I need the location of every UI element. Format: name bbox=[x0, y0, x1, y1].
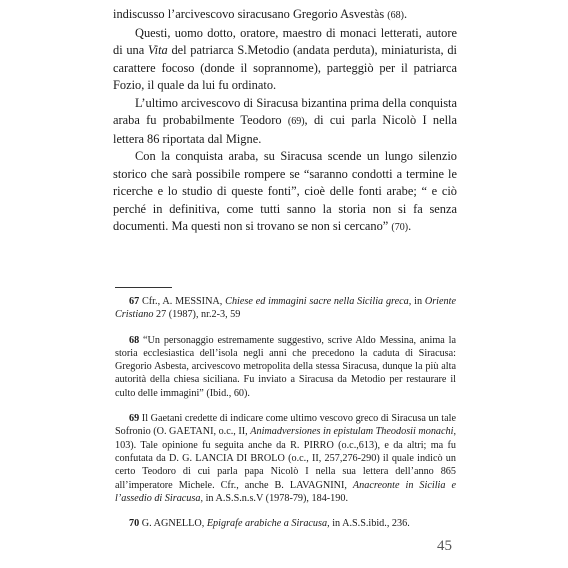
paragraph-text: Questi, uomo dotto, oratore, maestro di monaci letterati, autore di una bbox=[113, 25, 457, 57]
paragraph-text: del patriarca S.Metodio (andata perduta), miniaturista, di carattere focoso (donde il soprannome), parteggiò per il patriarca Fozio, il quale da lui fu ordinato. bbox=[113, 43, 457, 92]
footnote-ref-68: (68) bbox=[387, 10, 404, 21]
footnote-text: in bbox=[411, 296, 425, 307]
footnotes bbox=[115, 295, 456, 542]
footnote-69 bbox=[115, 412, 456, 505]
footnote-text: “Un personaggio estremamente suggestivo, scrive Aldo Messina, anima la storia ecclesiastica dell’isola negli anni che precedono la caduta di Siracusa: Gregorio Asbesta, arcivescovo metropolita della stessa Siracusa, dunque la più alta autorità della chiesa siciliana. Fu inviato a Siracusa da Metodio per restaurare il culto delle immagini” (Ibid., 60). bbox=[115, 334, 456, 399]
footnote-text: , 103). Tale opinione fu seguita anche da R. PIRRO (o.c.,613), e da altri; ma fu confutata da D. G. LANCIA DI BROLO (o.c., II, 257,276-290) il quale indicò un certo Teodoro di cui parla papa Nicolò I nella sua lettera dell’anno 865 all’imperatore Michele. Cfr., anche B. LAVAGNINI, bbox=[115, 426, 456, 491]
paragraph-text: L’ultimo arcivescovo di Siracusa bizantina prima della conquista araba fu probabilmente Teodoro bbox=[113, 95, 457, 127]
footnote-italic: Epigrafe arabiche a Siracusa, bbox=[206, 518, 330, 530]
paragraph-text: , di cui parla Nicolò I nella lettera 86 riportata dal Migne. bbox=[113, 113, 457, 146]
paragraph-text: indiscusso l’arcivescovo siracusano Gregorio Asvestàs bbox=[113, 7, 388, 21]
footnote-separator bbox=[115, 287, 172, 288]
footnote-number: 67 bbox=[129, 296, 140, 307]
footnote-italic: Animadversiones in epistulam Theodosii monachi bbox=[250, 426, 454, 438]
page-number: 45 bbox=[437, 538, 452, 554]
footnote-text: in A.S.S.n.s.V (1978-79), 184-190. bbox=[203, 492, 349, 504]
footnote-text: 27 (1987), nr.2-3, 59 bbox=[153, 309, 241, 321]
footnote-number: 68 bbox=[129, 334, 140, 346]
footnote-text: in A.S.S.ibid., 236. bbox=[329, 518, 410, 530]
footnote-ref-70: (70) bbox=[391, 222, 409, 233]
footnote-italic: Chiese ed immagini sacre nella Sicilia greca, bbox=[225, 296, 412, 307]
paragraph-2 bbox=[113, 25, 457, 95]
paragraph-4 bbox=[113, 148, 457, 237]
paragraph-text: . bbox=[403, 7, 408, 21]
paragraph-1 bbox=[113, 6, 457, 25]
footnote-number: 70 bbox=[129, 518, 140, 530]
footnote-text: Cfr., A. MESSINA, bbox=[139, 296, 226, 307]
footnote-68 bbox=[115, 334, 456, 400]
paragraph-text: . bbox=[408, 219, 412, 233]
paragraph-text: Con la conquista araba, su Siracusa scende un lungo silenzio storico che sarà possibile rompere se “saranno condotti a termine le ricerche e lo studio di queste fonti”, cioè delle fonti arabe; “ e ciò perché in definitiva, come tutti sanno la storia non si fa senza documenti. Ma questi non si trovano se non si cercano” bbox=[113, 149, 457, 233]
footnote-text: G. AGNELLO, bbox=[139, 518, 207, 530]
footnote-67 bbox=[115, 295, 456, 322]
footnote-70 bbox=[115, 517, 456, 530]
italic-title: Vita bbox=[147, 43, 168, 57]
footnote-italic: Oriente Cristiano bbox=[115, 296, 456, 321]
paragraph-3 bbox=[113, 95, 457, 149]
footnote-text: Il Gaetani credette di indicare come ultimo vescovo greco di Siracusa un tale Sofronio (O. GAETANI, o.c., II, bbox=[115, 413, 456, 438]
footnote-italic: Anacreonte in Sicilia e l’assedio di Siracusa, bbox=[115, 479, 456, 504]
main-text bbox=[113, 6, 457, 237]
footnote-ref-69: (69) bbox=[287, 116, 305, 127]
footnote-number: 69 bbox=[129, 413, 140, 425]
